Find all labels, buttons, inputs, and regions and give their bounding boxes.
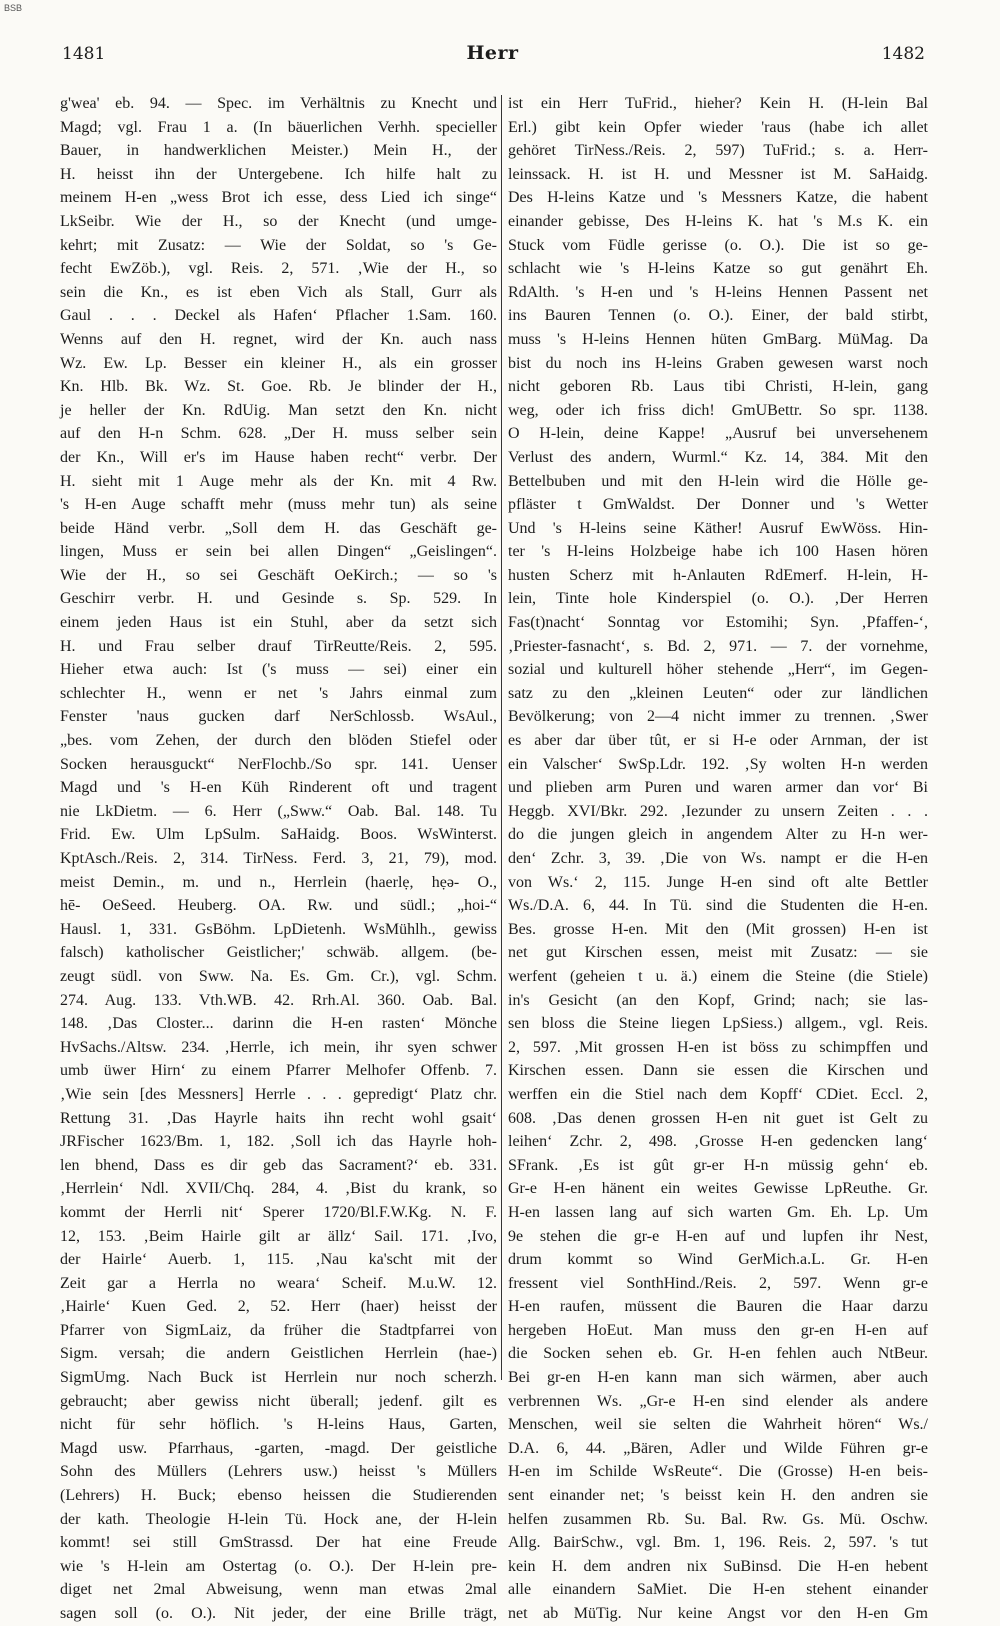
text-line: ins Bauren Tennen (o. O.). Einer, der bald stirbt, (508, 307, 928, 325)
text-line: meinem H-en „wess Brot ich esse, dess Lied ich singe“ (60, 189, 497, 207)
text-line: der Kn., Will er's im Hause haben recht“ verbr. Der (60, 448, 497, 466)
text-line: diget net 2mal Abweisung, wenn man etwas 2mal (60, 1581, 497, 1599)
text-line: Allg. BairSchw., vgl. Bm. 1, 196. Reis. 2, 597. 's tut (508, 1534, 928, 1552)
text-line: HvSachs./Altsw. 234. ‚Herrle, ich mein, ihr syen schwer (60, 1038, 497, 1056)
text-line: Pfarrer von SigmLaiz, da früher die Stadtpfarrei von (60, 1321, 497, 1339)
text-line: fecht EwZöb.), vgl. Reis. 2, 571. ‚Wie der H., so (60, 260, 497, 278)
text-line: sein die Kn., es ist eben Vich als Stall, Gurr als (60, 283, 497, 301)
library-stamp: BSB (4, 3, 23, 13)
text-line: RdAlth. 's H-en und 's H-leins Hennen Passent net (508, 283, 928, 301)
text-line: Ws./D.A. 6, 44. In Tü. sind die Studenten die H-en. (508, 897, 928, 915)
text-line: O H-lein, deine Kappe! „Ausruf bei unversehenem (508, 425, 928, 443)
text-line: Und 's H-leins seine Käther! Ausruf EwWöss. Hin- (508, 519, 928, 537)
text-line: LkSeibr. Wie der H., so der Knecht (und umge- (60, 212, 497, 230)
text-line: Bettelbuben und mit den H-lein wird die Hölle ge- (508, 472, 928, 490)
text-line: und plieben arm Puren und waren armer dan vor‘ Bi (508, 779, 928, 797)
text-line: Geschirr verbr. H. und Gesinde s. Sp. 529. In (60, 590, 497, 608)
text-line: kommt! sei still GmStrassd. Der hat eine Freude (60, 1534, 497, 1552)
text-line: do die jungen gleich in angendem Alter zu H-n wer- (508, 826, 928, 844)
text-line: drum kommt so Wind GerMich.a.L. Gr. H-en (508, 1251, 928, 1269)
text-line: kehrt; mit Zusatz: — Wie der Soldat, so 's Ge- (60, 236, 497, 254)
text-line: sagen soll (o. O.). Nit jeder, der eine Brille trägt, (60, 1605, 497, 1622)
text-line: Bei gr-en H-en kann man sich wärmen, aber auch (508, 1369, 928, 1387)
text-line: lingen, Muss er sein bei allen Dingen“ „Geislingen“. (60, 543, 497, 561)
text-line: nicht für sehr höflich. 's H-leins Haus, Garten, (60, 1416, 497, 1434)
text-line: Fenster 'naus gucken darf NerSchlossb. WsAul., (60, 708, 497, 726)
text-line: Gr-e H-en hänent ein weites Gewisse LpReuthe. Gr. (508, 1180, 928, 1198)
text-line: Zeit gar a Herrla no weara‘ Scheif. M.u.W. 12. (60, 1274, 497, 1292)
left-column (60, 92, 497, 1622)
text-line: Kn. Hlb. Bk. Wz. St. Goe. Rb. Je blinder der H., (60, 378, 497, 396)
text-line: alle einandern SaMiet. Die H-en stehent einander (508, 1581, 928, 1599)
page-number-right: 1482 (881, 44, 925, 64)
text-line: Magd und 's H-en Küh Rinderent oft und tragent (60, 779, 497, 797)
text-line: ist ein Herr TuFrid., hieher? Kein H. (H-lein Bal (508, 95, 928, 112)
running-headword: Herr (466, 42, 519, 64)
text-line: werfent (geheien t u. ä.) einem die Steine (die Stiele) (508, 967, 928, 985)
text-line: meist Demin., m. und n., Herrlein (haerlẹ, hẹə- O., (60, 873, 497, 891)
text-line: net gut Kirschen essen, meist mit Zusatz: — sie (508, 944, 928, 962)
text-line: H-en im Schilde WsReute“. Die (Grosse) H-en beis- (508, 1463, 928, 1481)
text-line: „bes. vom Zehen, der durch den blöden Stiefel oder (60, 732, 497, 750)
text-line: beide Händ verbr. „Soll dem H. das Geschäft ge- (60, 519, 497, 537)
text-line: g'wea' eb. 94. — Spec. im Verhältnis zu Knecht und (60, 95, 497, 112)
text-line: der Hairle‘ Auerb. 1, 115. ‚Nau ka'scht mit der (60, 1251, 497, 1269)
text-line: nicht geboren Rb. Laus tibi Christi, H-lein, gang (508, 378, 928, 396)
text-line: 274. Aug. 133. Vth.WB. 42. Rrh.Al. 360. Oab. Bal. (60, 991, 497, 1009)
text-line: bist du noch ins H-leins Graben gewesen warst noch (508, 354, 928, 372)
text-line: Sigm. versah; die andern Geistlichen Herrlein (hae-) (60, 1345, 497, 1363)
text-line: nie LkDietm. — 6. Herr („Sww.“ Oab. Bal. 148. Tu (60, 802, 497, 820)
text-line: helfen zusammen Rb. Su. Bal. Rw. Gs. Mü. Oschw. (508, 1510, 928, 1528)
text-line: net ab MüTig. Nur keine Angst vor den H-en Gm (508, 1605, 928, 1622)
text-line: Menschen, weil sie selten die Wahrheit hören“ Ws./ (508, 1416, 928, 1434)
text-line: 12, 153. ‚Beim Hairle gilt ar ällz‘ Sail. 171. ‚Ivo, (60, 1227, 497, 1245)
text-line: H-en lassen lang auf sich warten Gm. Eh. Lp. Um (508, 1203, 928, 1221)
text-line: Bauer, in handwerklichen Meister.) Mein H., der (60, 142, 497, 160)
text-line: Hieher etwa auch: Ist ('s muss — sei) einer ein (60, 661, 497, 679)
text-line: Verlust des andern, Wurml.“ Kz. 14, 384. Mit den (508, 448, 928, 466)
text-line: in's Gesicht (an den Kopf, Grind; nach; sie las- (508, 991, 928, 1009)
text-line: Magd usw. Pfarrhaus, -garten, -magd. Der geistliche (60, 1439, 497, 1457)
text-line: es aber dar über tût, er si H-e oder Arnman, der ist (508, 732, 928, 750)
text-line: einander gebisse, Des H-leins K. hat 's M.s K. ein (508, 212, 928, 230)
text-line: H. und Frau selber drauf TirReutte/Reis. 2, 595. (60, 637, 497, 655)
text-line: ein Valscher‘ SwSp.Ldr. 192. ‚Sy wolten H-n werden (508, 755, 928, 773)
text-line: Frid. Ew. Ulm LpSulm. SaHaidg. Boos. WsWinterst. (60, 826, 497, 844)
page-number-left: 1481 (62, 44, 106, 64)
text-line: H-en raufen, müssent die Bauren die Haar darzu (508, 1298, 928, 1316)
text-line: Des H-leins Katze und 's Messners Katze, die habent (508, 189, 928, 207)
text-line: ‚Wie sein [des Messners] Herrle . . . gepredigt‘ Platz chr. (60, 1085, 497, 1103)
text-line: Stuck vom Füdle gerisse (o. O.). Die ist so ge- (508, 236, 928, 254)
text-line: hergeben HoEut. Man muss den gr-en H-en auf (508, 1321, 928, 1339)
text-line: von Ws.‘ 2, 115. Junge H-en sind oft alte Bettler (508, 873, 928, 891)
text-line: Fas(t)nacht‘ Sonntag vor Estomihi; Syn. ‚Pfaffen-‘, (508, 614, 928, 632)
text-line: ter 's H-leins Holzbeige habe ich 100 Hasen hören (508, 543, 928, 561)
text-line: schlechter H., wenn er net 's Jahrs einmal zum (60, 684, 497, 702)
text-line: ‚Herrlein‘ Ndl. XVII/Chq. 284, 4. ‚Bist du krank, so (60, 1180, 497, 1198)
text-line: einem jeden Haus ist ein Stuhl, aber da setzt sich (60, 614, 497, 632)
text-line: (Lehrers) H. Buck; ebenso heissen die Studierenden (60, 1487, 497, 1505)
text-line: sen bloss die Steine liegen LpSiess.) allgem., vgl. Reis. (508, 1015, 928, 1033)
text-line: je heller der Kn. RdUig. Man setzt den Kn. nicht (60, 401, 497, 419)
text-line: fressent viel SonthHind./Reis. 2, 597. Wenn gr-e (508, 1274, 928, 1292)
text-line: die Socken sehen eb. Gr. H-en fehlen auch NtBeur. (508, 1345, 928, 1363)
text-line: der kath. Theologie H-lein Tü. Hock ane, der H-lein (60, 1510, 497, 1528)
text-line: lein, Tinte hole Kinderspiel (o. O.). ‚Der Herren (508, 590, 928, 608)
text-line: sozial und kulturell höher stehende „Herr“, im Gegen- (508, 661, 928, 679)
text-line: zeugt südl. von Sww. Na. Es. Gm. Cr.), vgl. Schm. (60, 967, 497, 985)
text-line: falsch) katholischer Geistlicher;' schwäb. allgem. (be- (60, 944, 497, 962)
text-line: Wenns auf den H. regnet, wird der Kn. auch nass (60, 330, 497, 348)
text-line: werffen ein die Stiel nach dem Kopff‘ CDiet. Eccl. 2, (508, 1085, 928, 1103)
text-line: H. sieht mit 1 Auge mehr als der Kn. mit 4 Rw. (60, 472, 497, 490)
text-line: len bhend, Dass es dir geb das Sacrament?‘ eb. 331. (60, 1156, 497, 1174)
text-line: Bevölkerung; von 2—4 nicht immer zu trennen. ‚Swer (508, 708, 928, 726)
text-line: gebraucht; aber gewiss nicht überall; jedenf. gilt es (60, 1392, 497, 1410)
text-line: weg, oder ich friss dich! GmUBettr. So spr. 1138. (508, 401, 928, 419)
text-line: 's H-en Auge schafft mehr (muss mehr tun) als seine (60, 496, 497, 514)
text-line: Rettung 31. ‚Das Hayrle haits ihn recht wohl gsait‘ (60, 1109, 497, 1127)
text-line: sent einander net; 's beisst kein H. den andren sie (508, 1487, 928, 1505)
text-line: Magd; vgl. Frau 1 a. (In bäuerlichen Verhh. specieller (60, 118, 497, 136)
text-line: muss 's H-leins Hennen hüten GmBarg. MüMag. Da (508, 330, 928, 348)
text-line: auf den H-n Schm. 628. „Der H. muss selber sein (60, 425, 497, 443)
text-line: SigmUmg. Nach Buck ist Herrlein nur noch scherzh. (60, 1369, 497, 1387)
text-line: verbrennen Ws. „Gr-e H-en sind elender als andere (508, 1392, 928, 1410)
text-line: gehöret TirNess./Reis. 2, 597) TuFrid.; s. a. Herr- (508, 142, 928, 160)
text-line: Kirschen essen. Dann sie essen die Kirschen und (508, 1062, 928, 1080)
text-line: leinssack. H. ist H. und Messner ist M. SaHaidg. (508, 165, 928, 183)
text-line: Bes. grosse H-en. Mit den (Mit grossen) H-en ist (508, 920, 928, 938)
text-line: 608. ‚Das denen grossen H-en nit guet ist Gelt zu (508, 1109, 928, 1127)
text-line: Heggb. XVI/Bkr. 292. ‚Iezunder zu unsern Zeiten . . . (508, 802, 928, 820)
text-line: den‘ Zchr. 3, 39. ‚Die von Ws. nampt er die H-en (508, 850, 928, 867)
text-line: 9e stehen die gr-e H-en auf und lupfen ihr Nest, (508, 1227, 928, 1245)
text-line: hē- OeSeed. Heuberg. OA. Rw. und südl.; „hoi-“ (60, 897, 497, 915)
text-line: Wie der H., so sei Geschäft OeKirch.; — so 's (60, 566, 497, 584)
text-line: umb üwer Hirn‘ zu einem Pfarrer Melhofer Offenb. 7. (60, 1062, 497, 1080)
text-line: Gaul . . . Deckel als Hafen‘ Pflacher 1.Sam. 160. (60, 307, 497, 325)
text-line: KptAsch./Reis. 2, 314. TirNess. Ferd. 3, 21, 79), mod. (60, 850, 497, 867)
column-divider (501, 95, 502, 1380)
text-line: ‚Priester-fasnacht‘, s. Bd. 2, 971. — 7. der vornehme, (508, 637, 928, 655)
text-line: satz zu den „kleinen Leuten“ oder zur ländlichen (508, 684, 928, 702)
text-line: 148. ‚Das Closter... darinn die H-en rasten‘ Mönche (60, 1015, 497, 1033)
text-line: leihen‘ Zchr. 2, 498. ‚Grosse H-en gedencken lang‘ (508, 1133, 928, 1151)
text-line: wie 's H-lein am Ostertag (o. O.). Der H-lein pre- (60, 1557, 497, 1575)
right-column (508, 92, 928, 1622)
page-header (60, 40, 925, 70)
text-line: Hausl. 1, 331. GsBöhm. LpDietenh. WsMühlh., gewiss (60, 920, 497, 938)
text-line: husten Scherz mit h-Anlauten RdEmerf. H-lein, H- (508, 566, 928, 584)
text-line: kommt der Herrli nit‘ Sperer 1720/Bl.F.W.Kg. N. F. (60, 1203, 497, 1221)
text-line: JRFischer 1623/Bm. 1, 182. ‚Soll ich das Hayrle hoh- (60, 1133, 497, 1151)
text-line: ‚Hairle‘ Kuen Ged. 2, 52. Herr (haer) heisst der (60, 1298, 497, 1316)
text-line: SFrank. ‚Es ist gût gr-er H-n müssig gehn‘ eb. (508, 1156, 928, 1174)
text-line: Erl.) gibt kein Opfer wieder 'raus (habe ich allet (508, 118, 928, 136)
text-line: 2, 597. ‚Mit grossen H-en ist böss zu schimpffen und (508, 1038, 928, 1056)
text-line: Socken herausguckt“ NerFlochb./So spr. 141. Uenser (60, 755, 497, 773)
text-line: kein H. dem andren nix SuBinsd. Die H-en hebent (508, 1557, 928, 1575)
text-line: H. heisst ihn der Untergebene. Ich hilfe halt zu (60, 165, 497, 183)
text-line: pfläster t GmWaldst. Der Donner und 's Wetter (508, 496, 928, 514)
text-line: Sohn des Müllers (Lehrers usw.) heisst 's Müllers (60, 1463, 497, 1481)
text-line: schlacht wie 's H-leins Katze so gut genährt Eh. (508, 260, 928, 278)
text-line: D.A. 6, 44. „Bären, Adler und Wilde Führen gr-e (508, 1439, 928, 1457)
text-line: Wz. Ew. Lp. Besser ein kleiner H., als ein grosser (60, 354, 497, 372)
